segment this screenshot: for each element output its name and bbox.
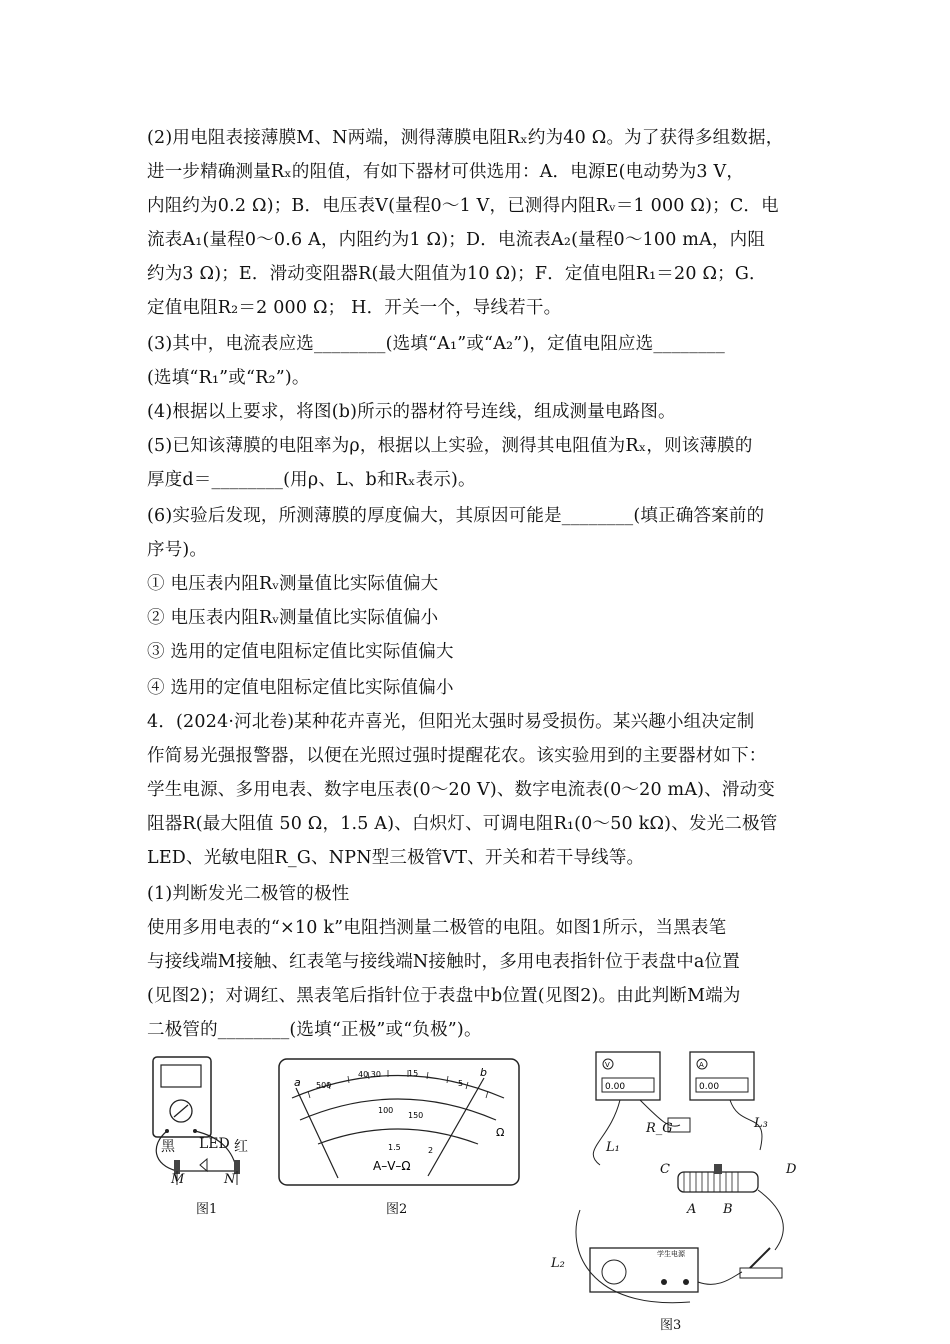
text-line: 厚度d＝________(用ρ、L、b和Rₓ表示)。 [147, 470, 476, 490]
text-line: 学生电源、多用电表、数字电压表(0～20 V)、数字电流表(0～20 mA)、滑动变 [147, 780, 776, 800]
text-line: (5)已知该薄膜的电阻率为ρ，根据以上实验，测得其电阻值为Rₓ，则该薄膜的 [147, 436, 753, 456]
text-line: (2)用电阻表接薄膜M、N两端，测得薄膜电阻Rₓ约为40 Ω。为了获得多组数据， [147, 128, 784, 148]
terminal-b-label: B [723, 1202, 733, 1217]
red-probe-label: 红 [234, 1139, 248, 1155]
svg-text:5: 5 [458, 1079, 464, 1088]
text-line: (4)根据以上要求，将图(b)所示的器材符号连线，组成测量电路图。 [147, 402, 676, 422]
text-line: (3)其中，电流表应选________(选填“A₁”或“A₂”)，定值电阻应选________ [147, 334, 725, 354]
led-label: LED [199, 1136, 230, 1152]
text-line: 定值电阻R₂＝2 000 Ω； H．开关一个，导线若干。 [147, 298, 562, 318]
svg-text:A–V–Ω: A–V–Ω [373, 1159, 411, 1173]
figure2-caption: 图2 [386, 1202, 408, 1217]
svg-text:A: A [699, 1061, 704, 1069]
figure2-meter-dial [278, 1058, 520, 1186]
wire-l1-label: L₁ [606, 1140, 620, 1155]
text-line: 作简易光强报警器，以便在光照过强时提醒花农。该实验用到的主要器材如下： [147, 746, 767, 766]
svg-text:1.5: 1.5 [388, 1143, 401, 1152]
text-line: LED、光敏电阻R_G、NPN型三极管VT、开关和若干导线等。 [147, 848, 645, 868]
black-probe-label: 黑 [161, 1139, 175, 1155]
text-line: 约为3 Ω)；E．滑动变阻器R(最大阻值为10 Ω)；F．定值电阻R₁＝20 Ω；G． [147, 264, 767, 284]
svg-text:V: V [605, 1061, 610, 1069]
text-line: (见图2)；对调红、黑表笔后指针位于表盘中b位置(见图2)。由此判断M端为 [147, 986, 741, 1006]
svg-text:2: 2 [428, 1146, 434, 1155]
figure1-caption: 图1 [196, 1202, 218, 1217]
svg-text:b: b [480, 1066, 487, 1079]
svg-text:a: a [294, 1076, 301, 1089]
voltmeter-reading: 0.00 [605, 1082, 626, 1092]
figure1-multimeter-diagram [145, 1055, 265, 1190]
svg-text:40 30: 40 30 [358, 1070, 381, 1079]
text-line: 与接线端M接触、红表笔与接线端N接触时，多用电表指针位于表盘中a位置 [147, 952, 740, 972]
text-line: 4．(2024·河北卷)某种花卉喜光，但阳光太强时易受损伤。某兴趣小组决定制 [147, 712, 755, 732]
wire-l2-label: L₂ [551, 1256, 565, 1271]
wire-l3-label: L₃ [754, 1116, 768, 1131]
terminal-m-label: M [171, 1172, 185, 1187]
text-line: ③ 选用的定值电阻标定值比实际值偏大 [147, 642, 454, 662]
figure3-caption: 图3 [660, 1318, 682, 1333]
power-supply-label: 学生电源 [657, 1250, 685, 1258]
terminal-c-label: C [660, 1162, 670, 1177]
svg-text:100: 100 [378, 1106, 394, 1115]
ammeter-reading: 0.00 [699, 1082, 720, 1092]
figure3-apparatus-diagram [570, 1050, 800, 1312]
terminal-d-label: D [786, 1162, 797, 1177]
text-line: (选填“R₁”或“R₂”)。 [147, 368, 310, 388]
photoresistor-label: R_G [646, 1121, 673, 1136]
terminal-a-label: A [687, 1202, 697, 1217]
text-line: 内阻约为0.2 Ω)；B．电压表V(量程0～1 V，已测得内阻Rᵥ＝1 000 Ω)；C．电 [147, 196, 779, 216]
text-line: 阻器R(最大阻值 50 Ω，1.5 A)、白炽灯、可调电阻R₁(0～50 kΩ)、发光二极管 [147, 814, 778, 834]
text-line: ④ 选用的定值电阻标定值比实际值偏小 [147, 678, 454, 698]
text-line: (1)判断发光二极管的极性 [147, 884, 350, 904]
text-line: 进一步精确测量Rₓ的阻值，有如下器材可供选用：A．电源E(电动势为3 V， [147, 162, 745, 182]
svg-text:15: 15 [408, 1069, 419, 1078]
text-line: 流表A₁(量程0～0.6 A，内阻约为1 Ω)；D．电流表A₂(量程0～100 mA，内阻 [147, 230, 766, 250]
text-line: 序号)。 [147, 540, 208, 560]
text-line: (6)实验后发现，所测薄膜的厚度偏大，其原因可能是________(填正确答案前的 [147, 506, 765, 526]
text-line: 使用多用电表的“×10 k”电阻挡测量二极管的电阻。如图1所示，当黑表笔 [147, 918, 727, 938]
text-line: 二极管的________(选填“正极”或“负极”)。 [147, 1020, 482, 1040]
svg-text:150: 150 [408, 1111, 424, 1120]
terminal-n-label: N [224, 1172, 236, 1187]
text-line: ② 电压表内阻Rᵥ测量值比实际值偏小 [147, 608, 439, 628]
svg-text:Ω: Ω [496, 1126, 505, 1139]
text-line: ① 电压表内阻Rᵥ测量值比实际值偏大 [147, 574, 439, 594]
svg-text:500: 500 [316, 1081, 332, 1090]
